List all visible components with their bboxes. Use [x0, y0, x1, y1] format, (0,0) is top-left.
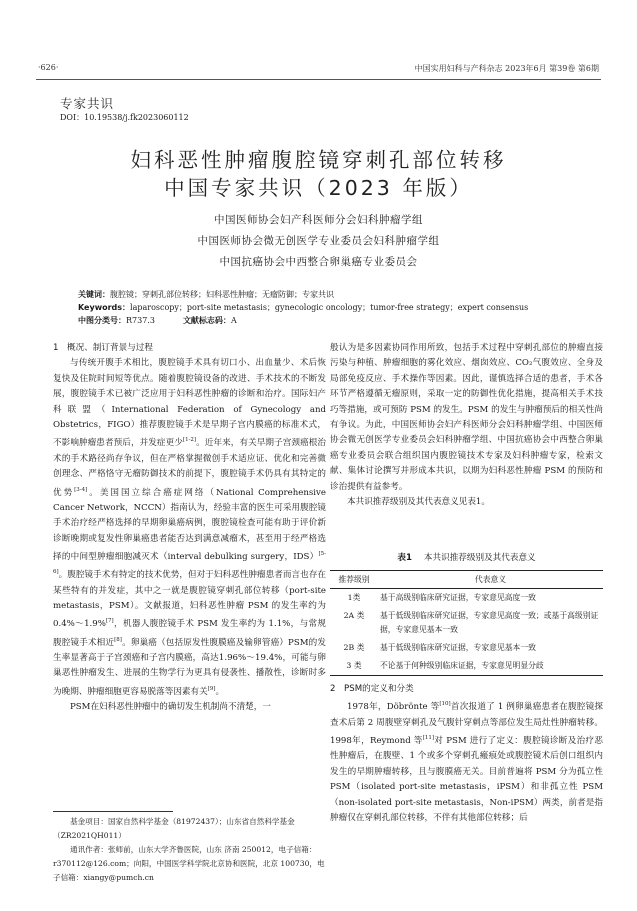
table-caption-text: 本共识推荐级别及其代表意义: [423, 553, 536, 563]
keywords-en-text: laparoscopy；port-site metastasis；gynecologic oncology；tumor-free strategy；expert consensus: [130, 303, 529, 312]
title-line-2: 中国专家共识（2023 年版）: [164, 176, 473, 200]
table-caption-label: 表1: [397, 553, 412, 563]
article-type: 专家共识: [60, 96, 115, 111]
keywords-en-label: Keywords：: [78, 303, 131, 312]
table-row: [330, 657, 603, 676]
footnote-funding: 基金项目：国家自然科学基金（81972437）；山东省自然科学基金（ZR2021QH011）: [53, 817, 295, 840]
table-header: 代表意义: [378, 571, 603, 589]
classification: [78, 314, 578, 327]
clc-value: R737.3: [126, 316, 155, 325]
section-1-heading: 1 概况、制订背景与过程: [53, 343, 153, 353]
table-row: [330, 607, 603, 639]
header-rule: [36, 79, 601, 80]
table-header-row: [330, 571, 603, 589]
right-column: [330, 341, 603, 510]
table-row: [330, 639, 603, 657]
recommendation-table: [330, 570, 603, 676]
title-line-1: 妇科恶性肿瘤腹腔镜穿刺孔部位转移: [130, 148, 507, 172]
table-cell: 2A 类: [343, 611, 365, 620]
right-column-lower: [330, 682, 603, 826]
organization-2: 中国医师协会微无创医学专业委员会妇科肿瘤学组: [197, 235, 440, 247]
clc-label: 中图分类号：: [78, 316, 126, 325]
footnote-rule: [53, 811, 173, 812]
organization-3: 中国抗癌协会中西整合卵巢癌专业委员会: [219, 256, 418, 268]
table-cell: 基于低级别临床研究证据，专家意见高度一致；或基于高级别证据，专家意见基本一致: [380, 611, 599, 634]
table-header: 推荐级别: [330, 571, 378, 589]
journal-header: 中国实用妇科与产科杂志 2023年6月 第39卷 第6期: [414, 64, 599, 73]
table-cell: 基于高级别临床研究证据，专家意见高度一致: [380, 593, 536, 602]
doc-code-label: 文献标志码：: [182, 316, 231, 325]
table-cell: 2B 类: [343, 643, 365, 652]
citation: [1-2]: [182, 437, 197, 444]
table-caption: [330, 551, 603, 563]
keywords-cn-label: 关键词：: [78, 290, 110, 299]
citation: [3-4]: [74, 486, 88, 493]
citation: [7]: [105, 618, 114, 625]
keywords-en: [78, 301, 578, 314]
paragraph-2: PSM在妇科恶性肿瘤中的确切发生机制尚不清楚，一: [70, 701, 271, 712]
doc-code-value: A: [230, 316, 237, 325]
citation: [11]: [422, 735, 434, 742]
organization-1: 中国医师协会妇产科医师分会妇科肿瘤学组: [214, 214, 423, 226]
paragraph-3: 般认为是多因素协同作用所致，包括手术过程中穿刺孔部位的肿瘤直接污染与种植、肿瘤细胞的雾化效应、烟囱效应、CO₂气腹效应、全身及局部免疫反应、手术操作等因素。因此，谨慎选择合适的患者，手术各环节严格遵循无瘤原则，采取一定的防御性优化措施，提高相关手术技巧等措施，或可预防 PSM 的发生。PSM 的发生与肿瘤预后的相关性尚有争议。为此，中国医师协会妇产科医师分会妇科肿瘤学组、中国医师协会微无创医学专业委员会妇科肿瘤学组、中国抗癌协会中西整合卵巢癌专业委员会联合组织国内腹腔镜技术专家及妇科肿瘤专家，检索文献、集体讨论撰写并形成本共识，以期为妇科恶性肿瘤 PSM 的预防和诊治提供有益参考。: [330, 343, 603, 492]
doi: DOI：10.19538/j.fk2023060112: [60, 113, 189, 122]
footnote-correspondence: 通讯作者：张师前，山东大学齐鲁医院，山东 济南 250012，电子信箱：r370112@126.com；向阳，中国医学科学院北京协和医院，北京 100730，电子信箱：xiangy@pumch.cn: [53, 845, 325, 882]
paragraph-4: 本共识推荐级别及其代表意义见表1。: [347, 497, 490, 508]
left-column: [53, 341, 326, 715]
table-wrapper: [330, 570, 603, 676]
table-cell: 基于低级别临床研究证据，专家意见基本一致: [380, 643, 536, 652]
citation: [9]: [207, 685, 216, 692]
table-row: [330, 589, 603, 608]
citation: [8]: [114, 636, 122, 643]
page-number: ·626·: [38, 63, 59, 72]
table-cell: 1类: [347, 593, 361, 602]
section-2-heading: 2 PSM的定义和分类: [330, 684, 414, 694]
keywords-block: [78, 288, 578, 327]
footnotes: [53, 815, 326, 885]
citation: [10]: [439, 701, 451, 708]
table-cell: 3 类: [330, 657, 378, 676]
keywords-cn-text: 腹腔镜；穿刺孔部位转移；妇科恶性肿瘤；无瘤防御；专家共识: [110, 290, 334, 299]
table-cell: 不论基于何种级别临床证据，专家意见明显分歧: [378, 657, 603, 676]
paragraph-5: 1978年，Döbrönte 等[10]首次报道了 1 例卵巢癌患者在腹腔镜探查术后第 2 周腹壁穿刺孔及气腹针穿刺点等部位发生局灶性肿瘤转移。1998年，Reymond 等[11]对 PSM 进行了定义：腹腔镜诊断及治疗恶性肿瘤后，在腹壁、1 个或多个穿刺孔瘢痕处或腹腔镜术后创口组织内发生的早期肿瘤转移，且与腹膜癌无关。目前普遍将 PSM 分为孤立性PSM（isolated port-site metastasis，iPSM）和非孤立性 PSM（non-isolated port-site metastasis，Non-iPSM）两类，前者是指肿瘤仅在穿刺孔部位转移，不伴有其他部位转移；后: [330, 701, 603, 823]
citation: [5-6]: [53, 551, 326, 576]
keywords-cn: [78, 288, 578, 301]
paragraph-1: 与传统开腹手术相比，腹腔镜手术具有切口小、出血量少、术后恢复快及住院时间短等优点。随着腹腔镜设备的改进、手术技术的不断发展，腹腔镜手术已被广泛应用于妇科恶性肿瘤的诊断和治疗。国际妇产科联盟（International Federation of Gynecology and Obstetrics，FIGO）推荐腹腔镜手术是早期子宫内膜癌的标准术式，不影响肿瘤患者预后，并发症更少[1-2]。近年来，有关早期子宫颈癌根治术的手术路径尚存争议，但在严格掌握微创手术适应证、优化和完善微创理念、严格恪守无瘤防御技术的前提下，腹腔镜手术仍具有其特定的优势[3-4]。美国国立综合癌症网络（National Comprehensive Cancer Network，NCCN）指南认为，经验丰富的医生可采用腹腔镜手术治疗经严格选择的早期卵巢癌病例，腹腔镜检查可能有助于评价新诊断晚期或复发性卵巢癌患者能否达到满意减瘤术，甚至用于经严格选择的中间型肿瘤细胞减灭术（interval debulking surgery，IDS）[5-6]。腹腔镜手术有特定的技术优势，但对于妇科恶性肿瘤患者而言也存在某些特有的并发症，其中之一就是腹腔镜穿刺孔部位转移（port-site metastasis，PSM）。文献报道，妇科恶性肿瘤 PSM 的发生率约为 0.4%～1.9%[7]，机器人腹腔镜手术 PSM 发生率约为 1.1%，与常规腹腔镜手术相近[8]。卵巢癌（包括原发性腹膜癌及输卵管癌）PSM的发生率显著高于子宫颈癌和子宫内膜癌，高达1.96%～19.4%，可能与卵巢恶性肿瘤发生、进展的生物学行为更具有侵袭性、播散性，诊断时多为晚期、肿瘤细胞更容易脱落等因素有关[9]。: [53, 358, 326, 697]
